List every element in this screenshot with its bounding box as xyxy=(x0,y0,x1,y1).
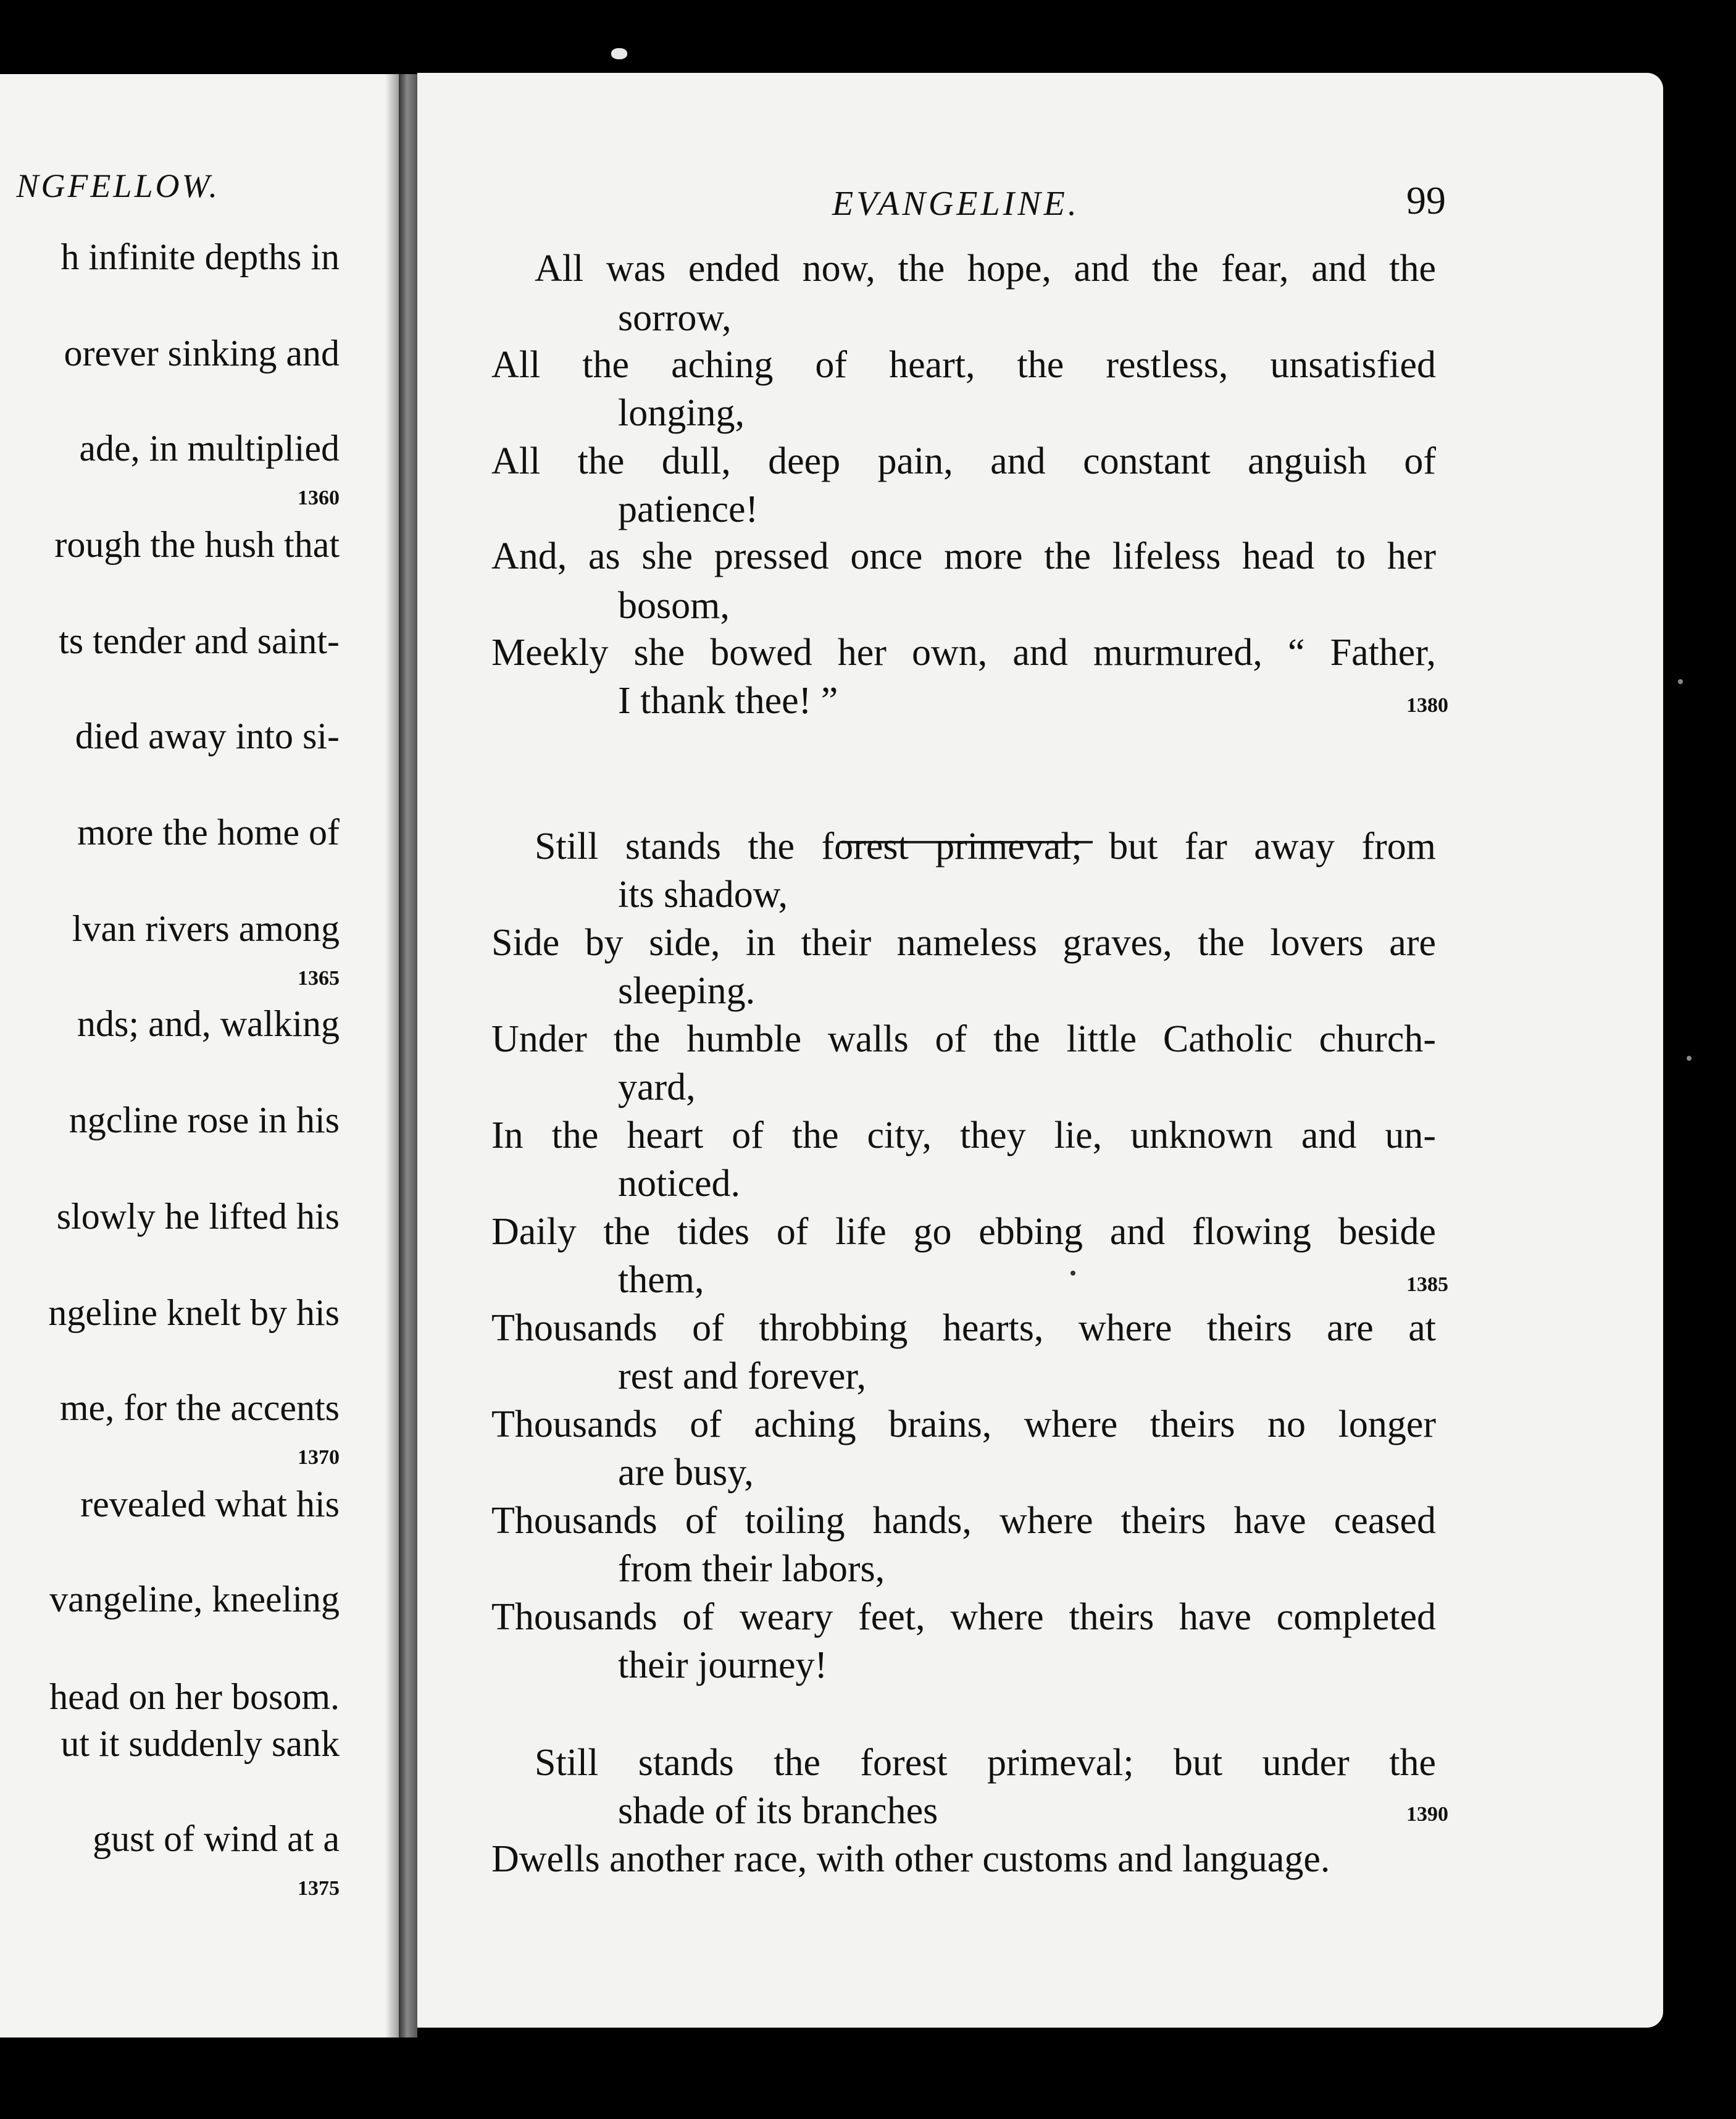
left-line: more the home of xyxy=(77,812,340,853)
left-line-number: 1365 xyxy=(298,967,340,990)
verse-line: Thousands of toiling hands, where theirs have ceased xyxy=(491,1500,1436,1542)
verse-line: Still stands the forest primeval; but under the xyxy=(535,1742,1436,1784)
verse-continuation: yard, xyxy=(618,1066,696,1108)
left-line: lvan rivers among xyxy=(72,908,340,949)
verse-continuation: rest and forever, xyxy=(618,1355,867,1397)
verse-continuation: its shadow, xyxy=(618,874,788,916)
verse-continuation: their journey! xyxy=(618,1644,828,1686)
left-line: me, for the accents xyxy=(59,1387,340,1428)
ink-speck xyxy=(1070,1271,1075,1276)
left-line: ngcline rose in his xyxy=(69,1100,340,1140)
left-line: nds; and, walking xyxy=(77,1003,340,1044)
running-header: EVANGELINE. xyxy=(832,185,1080,223)
verse-continuation: longing, xyxy=(618,392,745,434)
line-number: 1390 xyxy=(1406,1803,1448,1826)
left-line: h infinite depths in xyxy=(61,236,340,277)
verse-line: Dwells another race, with other customs and language. xyxy=(491,1838,1330,1880)
left-line: ngeline knelt by his xyxy=(48,1292,340,1333)
verse-line: Under the humble walls of the little Catholic church- xyxy=(491,1018,1436,1060)
verse-continuation: noticed. xyxy=(618,1163,740,1205)
left-page xyxy=(0,74,399,2038)
verse-line: In the heart of the city, they lie, unknown and un- xyxy=(491,1114,1436,1156)
left-line: ade, in multiplied xyxy=(79,428,340,469)
left-line: head on her bosom. xyxy=(49,1676,340,1717)
verse-continuation: patience! xyxy=(618,488,759,530)
verse-line: Thousands of aching brains, where theirs no longer xyxy=(491,1403,1436,1445)
verse-line: Thousands of throbbing hearts, where theirs are at xyxy=(491,1307,1436,1349)
scan-speck xyxy=(1687,1056,1692,1061)
left-line: died away into si- xyxy=(75,716,340,756)
left-line: slowly he lifted his xyxy=(56,1196,340,1237)
left-line: orever sinking and xyxy=(64,333,340,374)
verse-line: Daily the tides of life go ebbing and flowing beside xyxy=(491,1211,1436,1253)
left-line: rough the hush that xyxy=(54,524,340,565)
left-line-number: 1360 xyxy=(298,487,340,509)
book-gutter xyxy=(399,74,417,2038)
line-number: 1385 xyxy=(1406,1273,1448,1296)
verse-continuation: are busy, xyxy=(618,1452,754,1494)
verse-continuation: sleeping. xyxy=(618,970,756,1012)
verse-line: Still stands the forest primeval; but far away from xyxy=(535,825,1436,867)
verse-line: And, as she pressed once more the lifeless head to her xyxy=(491,535,1436,577)
scan-speck xyxy=(1678,679,1683,684)
verse-line: All the aching of heart, the restless, unsatisfied xyxy=(491,344,1436,386)
page-number: 99 xyxy=(1406,178,1446,222)
left-running-header: NGFELLOW. xyxy=(16,167,220,204)
verse-line: All was ended now, the hope, and the fear, and the xyxy=(535,248,1436,290)
left-line: gust of wind at a xyxy=(93,1818,340,1859)
left-line: ts tender and saint- xyxy=(59,621,340,661)
left-line-number: 1370 xyxy=(298,1446,340,1469)
verse-continuation: bosom, xyxy=(618,585,730,627)
left-line: vangeline, kneeling xyxy=(49,1579,340,1620)
scan-speck xyxy=(611,48,627,59)
verse-line: Side by side, in their nameless graves, the lovers are xyxy=(491,922,1436,964)
verse-continuation: from their labors, xyxy=(618,1548,885,1590)
verse-continuation: sorrow, xyxy=(618,297,732,339)
verse-line: Meekly she bowed her own, and murmured, “ Father, xyxy=(491,632,1436,674)
left-line: revealed what his xyxy=(80,1484,340,1524)
right-page xyxy=(417,73,1663,2028)
verse-line: All the dull, deep pain, and constant anguish of xyxy=(491,440,1436,482)
verse-continuation: them, xyxy=(618,1259,704,1301)
verse-continuation: shade of its branches xyxy=(618,1790,938,1832)
left-line: ut it suddenly sank xyxy=(61,1723,340,1764)
verse-continuation: I thank thee! ” xyxy=(618,680,838,722)
verse-line: Thousands of weary feet, where theirs have completed xyxy=(491,1596,1436,1638)
line-number: 1380 xyxy=(1406,694,1448,717)
left-line-number: 1375 xyxy=(298,1877,340,1900)
